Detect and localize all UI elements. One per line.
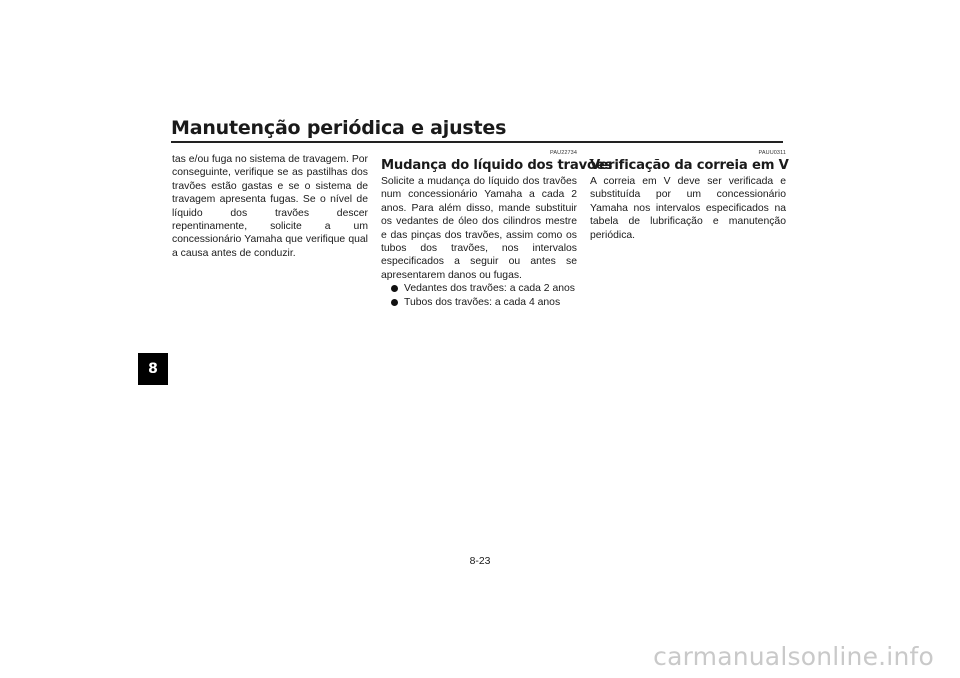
watermark: carmanualsonline.info — [653, 642, 934, 671]
brake-intervals-list — [381, 282, 577, 309]
page-number: 8-23 — [469, 556, 491, 567]
column-2 — [381, 150, 613, 309]
bullet-icon — [391, 299, 398, 306]
column-1 — [172, 153, 368, 260]
page-title: Manutenção periódica e ajustes — [171, 117, 507, 139]
vbelt-paragraph: A correia em V deve ser verificada e substituída por um concessionário Yamaha nos intervalos especificados na tabela de lubrificação e manutenção periódica. — [590, 176, 786, 241]
bullet-icon — [391, 285, 398, 292]
list-item-text: Tubos dos travões: a cada 4 anos — [404, 296, 561, 308]
section-code: PAU22734 — [550, 150, 577, 156]
title-rule — [171, 141, 783, 143]
list-item — [391, 296, 577, 309]
brake-fluid-paragraph: Solicite a mudança do líquido dos travões num concessionário Yamaha a cada 2 anos. Para além disso, mande substituir os vedantes de óleo dos cilindros mestre e das pinças dos travões, assim como os tubos dos travões, nos intervalos especificados a seguir ou antes se apresentarem danos ou fugas. — [381, 176, 577, 281]
chapter-tab: 8 — [138, 353, 168, 385]
section-heading-brake-fluid: Mudança do líquido dos travões — [381, 158, 613, 173]
list-item — [391, 282, 577, 295]
column-3 — [590, 150, 789, 242]
section-code: PAUU0311 — [758, 150, 786, 156]
section-heading-vbelt: Verificação da correia em V — [590, 158, 789, 173]
list-item-text: Vedantes dos travões: a cada 2 anos — [404, 283, 575, 295]
continued-paragraph: tas e/ou fuga no sistema de travagem. Por conseguinte, verifique se as pastilhas dos travões estão gastas e se o sistema de travagem apresenta fugas. Se o nível de líquido dos travões descer repentinamente, solicite a um concessionário Yamaha que verifique qual a causa antes de conduzir. — [172, 154, 368, 259]
